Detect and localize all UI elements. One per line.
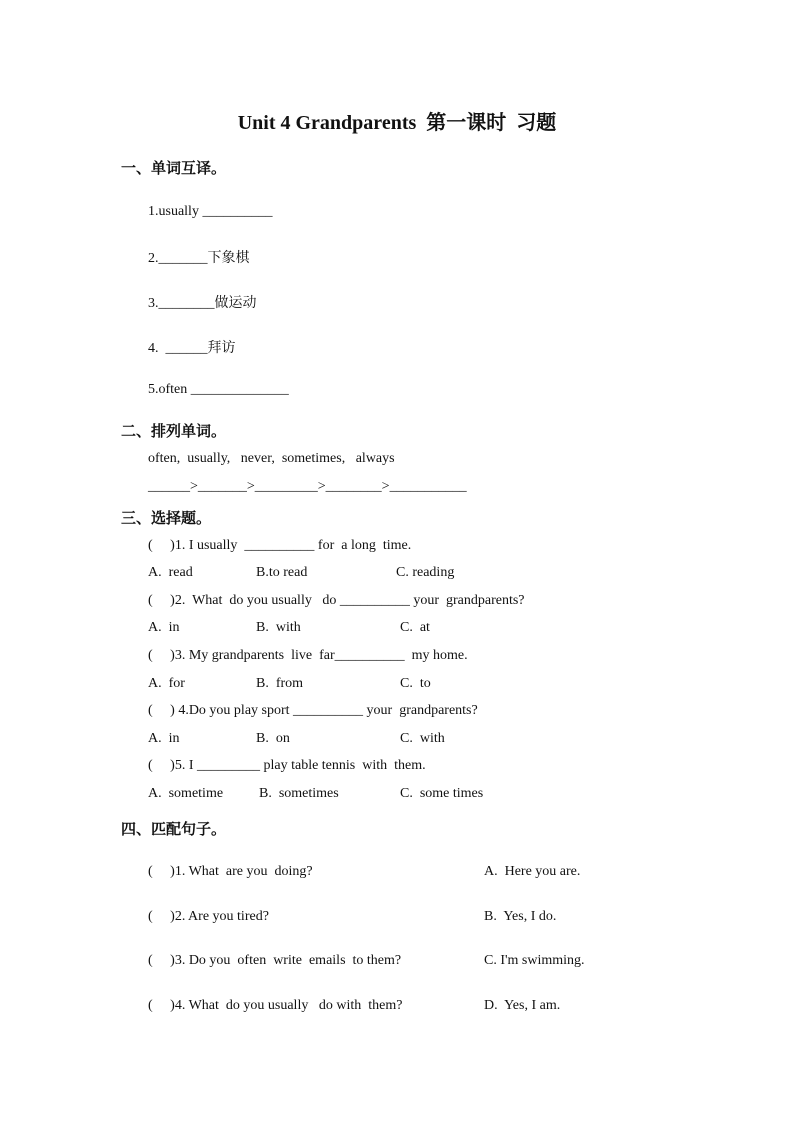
question-1-stem: ( )1. I usually __________ for a long time. (148, 538, 412, 553)
question-5-option-a: A. sometime (148, 786, 224, 801)
question-3-option-b: B. from (256, 676, 304, 691)
question-1-option-a: A. read (148, 565, 193, 580)
question-1-option-c: C. reading (396, 565, 455, 580)
match-answer-d: D. Yes, I am. (484, 998, 561, 1013)
section-4-heading: 四、匹配句子。 (121, 822, 227, 838)
match-question-2: ( )2. Are you tired? (148, 909, 269, 924)
question-4-option-a: A. in (148, 731, 180, 746)
question-5-option-c: C. some times (400, 786, 484, 801)
question-4-option-c: C. with (400, 731, 445, 746)
vocab-item-4: 4. ______拜访 (148, 341, 236, 356)
section-1-heading: 一、单词互译。 (121, 161, 227, 177)
match-answer-a: A. Here you are. (484, 864, 581, 879)
vocab-item-3: 3.________做运动 (148, 296, 257, 311)
vocab-item-2: 2._______下象棋 (148, 251, 250, 266)
vocab-item-5: 5.often ______________ (148, 382, 289, 397)
question-2-option-a: A. in (148, 620, 180, 635)
match-answer-c: C. I'm swimming. (484, 953, 585, 968)
question-4-stem: ( ) 4.Do you play sport __________ your grandparents? (148, 703, 478, 718)
word-list: often, usually, never, sometimes, always (148, 451, 395, 466)
question-2-stem: ( )2. What do you usually do __________ your grandparents? (148, 593, 525, 608)
match-question-4: ( )4. What do you usually do with them? (148, 998, 403, 1013)
match-answer-b: B. Yes, I do. (484, 909, 557, 924)
question-5-option-b: B. sometimes (259, 786, 339, 801)
question-5-stem: ( )5. I _________ play table tennis with them. (148, 758, 426, 773)
order-blanks: ______>_______>_________>________>___________ (148, 479, 467, 494)
page-title: Unit 4 Grandparents 第一课时 习题 (237, 112, 557, 134)
match-question-3: ( )3. Do you often write emails to them? (148, 953, 402, 968)
section-2-heading: 二、排列单词。 (121, 424, 227, 440)
question-1-option-b: B.to read (256, 565, 308, 580)
question-3-stem: ( )3. My grandparents live far__________ my home. (148, 648, 468, 663)
match-question-1: ( )1. What are you doing? (148, 864, 313, 879)
question-2-option-c: C. at (400, 620, 430, 635)
question-4-option-b: B. on (256, 731, 290, 746)
section-3-heading: 三、选择题。 (121, 511, 212, 527)
vocab-item-1: 1.usually __________ (148, 204, 273, 219)
question-3-option-a: A. for (148, 676, 185, 691)
question-2-option-b: B. with (256, 620, 301, 635)
question-3-option-c: C. to (400, 676, 431, 691)
